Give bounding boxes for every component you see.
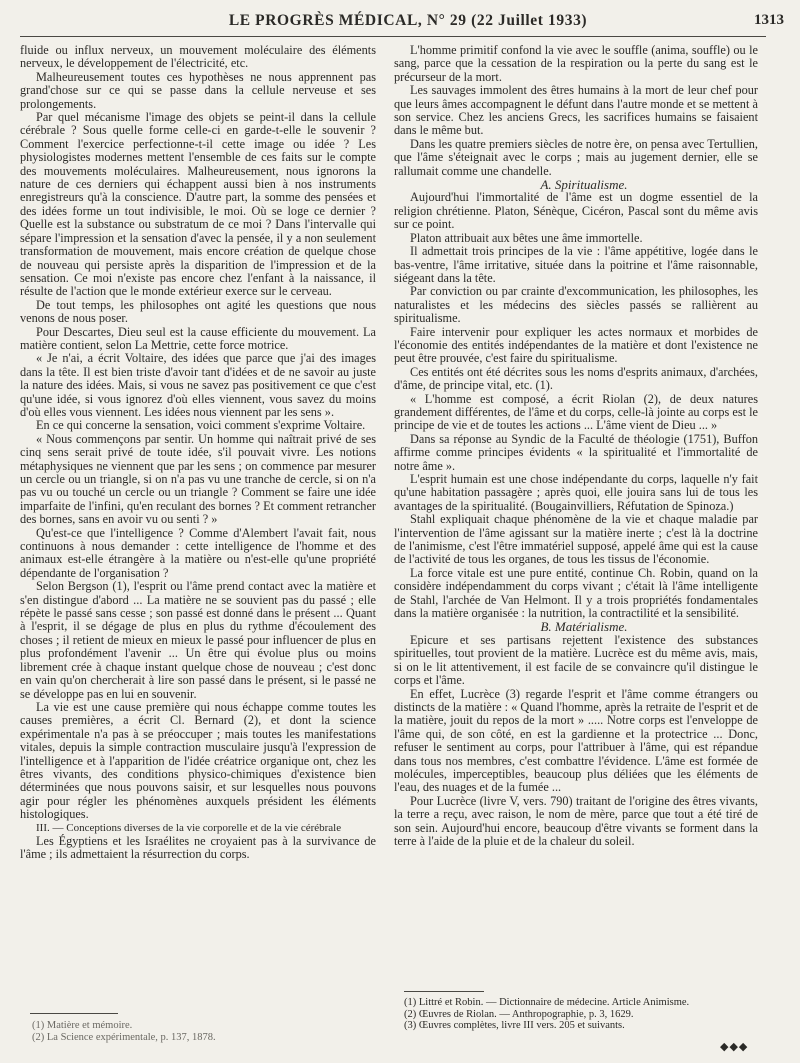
subsection-heading-spiritualisme: A. Spiritualisme. xyxy=(540,177,628,193)
paragraph: Epicure et ses partisans rejettent l'existence des substances spirituelles, tout provient de la matière. Lucrèce est du même avis, mais, si on le lit attentivement, il est facile de se convaincre qu'il distingue le corps et l'âme. xyxy=(394,632,758,688)
paragraph: Platon attribuait aux bêtes une âme immortelle. xyxy=(410,230,643,245)
right-column xyxy=(394,44,758,848)
header-rule xyxy=(20,36,766,37)
section-heading: III. — Conceptions diverses de la vie corporelle et de la vie cérébrale xyxy=(36,821,342,834)
paragraph: La force vitale est une pure entité, continue Ch. Robin, quand on la considère indépendamment du corps vivant ; c'était là l'âme intelligente de Stahl, l'archée de Van Helmont. Il y a trois propriétés fondamentales dans la matière organisée : la nutrition, la contractilité et la sensibilité. xyxy=(394,565,758,621)
paragraph: La vie est une cause première qui nous échappe comme toutes les causes premières, a écrit Cl. Bernard (2), et dont la science expérimentale n'a pas à se préoccuper ; mais toutes les manifestations vitales, depuis la simple contraction musculaire jusqu'à l'expression de l'intelligence et à l'apparition de l'idée créatrice organique ont, chez les êtres vivants, des conditions physico-chimiques d'existence bien déterminées que nous pouvons saisir, et sur lesquelles nous pouvons agir pour régler les phénomènes auxquels président les éléments histologiques. xyxy=(20,699,376,822)
paragraph: Il admettait trois principes de la vie : l'âme appétitive, logée dans le bas-ventre, l'âme irritative, située dans la poitrine et l'âme raisonnable, siégeant dans la tête. xyxy=(394,244,758,285)
paragraph: Selon Bergson (1), l'esprit ou l'âme prend contact avec la matière et s'en distingue d'abord ... La matière ne se souvient pas du passé ; elle répète le passé sans cesse ; son passé est donné dans le présent ... Quant à l'esprit, il se dégage de plus en plus du rythme d'écoulement des choses ; il retient de mieux en mieux le passé pour influencer de plus en plus profondément l'avenir ... Un être qui évolue plus ou moins librement crée à chaque instant quelque chose de nouveau ; c'est donc en vain qu'on chercherait à lire son passé dans le présent, si le passé ne se développe pas en lui en souvenir. xyxy=(20,579,376,701)
page-number: 1313 xyxy=(754,12,784,28)
paragraph: Faire intervenir pour expliquer les actes normaux et morbides de l'économie des entités indépendantes de la matière et dont l'existence ne peut être prouvée, c'est faire du spiritualisme. xyxy=(394,324,758,366)
paragraph: Dans les quatre premiers siècles de notre ère, on pensa avec Tertullien, que l'âme s'éteignait avec le corps ; mais au jugement dernier, elle se rallumait comme une chandelle. xyxy=(394,136,758,178)
footnotes-left xyxy=(32,1020,362,1043)
paragraph: Ces entités ont été décrites sous les noms d'esprits animaux, d'archées, d'âme, de principe vital, etc. (1). xyxy=(394,364,758,393)
footnote: (3) Œuvres complètes, livre III vers. 205 et suivants. xyxy=(404,1020,625,1032)
subsection-heading-materialisme: B. Matérialisme. xyxy=(540,619,628,635)
footnote-separator-right xyxy=(404,991,484,992)
end-ornament: ◆◆◆ xyxy=(720,1041,749,1053)
paragraph: L'esprit humain est une chose indépendante du corps, laquelle n'y fait qu'une habitation passagère ; après quoi, elle jouira sans lui de tous les avantages de la spiritualité. (Bougainvilliers, Réfutation de Spinoza.) xyxy=(394,472,758,513)
paragraph: Malheureusement toutes ces hypothèses ne nous apprennent pas grand'chose sur ce qui se passe dans la cellule nerveuse et ses prolongements. xyxy=(20,69,376,111)
left-column xyxy=(20,44,376,861)
journal-title: LE PROGRÈS MÉDICAL, N° 29 (22 Juillet 1933) xyxy=(228,12,588,29)
quote-paragraph: « L'homme est composé, a écrit Riolan (2), de deux natures grandement différentes, de l'âme et du corps, celle-là jointe au corps est le principe de vie et de toutes les actions ... L'âme vient de Dieu ... » xyxy=(394,391,758,433)
paragraph: Les Égyptiens et les Israélites ne croyaient pas à la survivance de l'âme ; ils admettaient la résurrection du corps. xyxy=(20,833,376,861)
footnote: (1) Matière et mémoire. xyxy=(32,1020,133,1031)
paragraph: Aujourd'hui l'immortalité de l'âme est un dogme essentiel de la religion chrétienne. Platon, Sénèque, Cicéron, Pascal sont du même avis sur ce point. xyxy=(394,190,758,232)
paragraph: Qu'est-ce que l'intelligence ? Comme d'Alembert l'avait fait, nous continuons à nous demander : cette intelligence de l'homme et des animaux est-elle étrangère à la matière ou n'est-elle qu'une propriété dépendante de l'organisation ? xyxy=(20,525,376,580)
footnote: (1) Littré et Robin. — Dictionnaire de médecine. Article Animisme. xyxy=(404,997,690,1008)
page-header xyxy=(32,12,784,34)
paragraph: Par conviction ou par crainte d'excommunication, les philosophes, les naturalistes et les médecins des siècles passés se rallièrent au spiritualisme. xyxy=(394,284,758,326)
footnotes-right xyxy=(404,997,764,1032)
paragraph: De tout temps, les philosophes ont agité les questions que nous venons de nous poser. xyxy=(20,297,376,326)
quote-paragraph: « Nous commençons par sentir. Un homme qui naîtrait privé de ses cinq sens serait privé de toute idée, s'il pouvait vivre. Les notions métaphysiques ne viennent que par les sens ; on commence par mesurer un cercle ou un triangle, si on n'a pas vu une tranche de cercle, si on n'a pas vu ou touché un cercle ou un triangle ? Comment se faire une idée imparfaite de l'infini, qu'en reculant des bornes ? Et comment retrancher des bornes, sans en avoir vu ou senti ? » xyxy=(20,431,376,527)
footnote-separator-left xyxy=(30,1013,118,1014)
paragraph: Pour Descartes, Dieu seul est la cause efficiente du mouvement. La matière contient, selon La Mettrie, cette force motrice. xyxy=(20,324,376,352)
paragraph: Dans sa réponse au Syndic de la Faculté de théologie (1751), Buffon affirme comme principes évidents « la spiritualité et l'immortalité de notre âme ». xyxy=(394,431,758,473)
paragraph: En ce qui concerne la sensation, voici comment s'exprime Voltaire. xyxy=(36,418,366,433)
footnote: (2) La Science expérimentale, p. 137, 1878. xyxy=(32,1031,216,1043)
paragraph: fluide ou influx nerveux, un mouvement moléculaire des éléments nerveux, le développement de l'électricité, etc. xyxy=(20,43,376,71)
paragraph: Pour Lucrèce (livre V, vers. 790) traitant de l'origine des êtres vivants, la terre a reçu, avec raison, le nom de mère, parce que tout a été tiré de son sein. Aujourd'hui encore, beaucoup d'être vivants se forment dans la terre à l'aide de la pluie et de la chaleur du soleil. xyxy=(394,793,758,848)
paragraph: Par quel mécanisme l'image des objets se peint-il dans la cellule cérébrale ? Sous quelle forme celle-ci en garde-t-elle le souvenir ? Comment l'exercice perfectionne-t-il cette image ou idée ? Les physiologistes modernes mettent l'ensemble de ces faits sur le compte des mouvements moléculaires. Malheureusement, nous ignorons la nature de ces derniers qui échappent aussi bien à nos instruments enregistreurs qu'à la conscience. D'autre part, la somme des pensées et des idées forme un tout indivisible, le moi. Où se loge ce dernier ? Quelle est la substance ou substratum de ce moi ? Dans l'intervalle qui sépare l'impression et la sensation d'avec la pensée, il y a non seulement transformation de mouvement, mais encore création de quelque chose de nouveau qui persiste après la disparition de l'impression et de la sensation. Ce moi n'existe pas encore chez l'enfant à la naissance, il résulte de l'action que le monde extérieur exerce sur le cerveau. xyxy=(20,110,376,299)
paragraph: En effet, Lucrèce (3) regarde l'esprit et l'âme comme étrangers ou distincts de la matière : « Quand l'homme, après la retraite de l'esprit et de la matière, jouit du repos de la mort » ..... Notre corps est l'enveloppe de l'âme qui, de son côté, en est la gardienne et la protectrice ... Donc, refuser le sentiment au corps, pour l'attribuer à l'âme, qui est répandue dans tous nos membres, c'est combattre l'évidence. L'âme est formée de molécules, imperceptibles, beaucoup plus déliées que les éléments de l'eau, des nuages et de la fumée ... xyxy=(394,686,758,795)
paragraph: L'homme primitif confond la vie avec le souffle (anima, souffle) ou le sang, parce que la cessation de la respiration ou la perte du sang est le précurseur de la mort. xyxy=(394,43,758,84)
quote-paragraph: « Je n'ai, a écrit Voltaire, des idées que parce que j'ai des images dans la tête. Il est bien triste d'avoir tant d'idées et de ne savoir au juste la nature des idées. Mais, si vous ne savez pas positivement ce que c'est qu'une idée, si vous ignorez d'où elles viennent, vous savez du moins d'où elles vous viennent. Les idées nous viennent par les sens ». xyxy=(20,351,376,419)
paragraph: Les sauvages immolent des êtres humains à la mort de leur chef pour que leurs âmes accompagnent le défunt dans l'autre monde et se mettent à son service. Chez les anciens Grecs, les sacrifices humains se faisaient dans le même but. xyxy=(394,83,758,138)
footnote: (2) Œuvres de Riolan. — Anthropographie, p. 3, 1629. xyxy=(404,1008,634,1020)
paragraph: Stahl expliquait chaque phénomène de la vie et chaque maladie par l'intervention de l'âme agissant sur la matière inerte ; c'est là la doctrine de l'animisme, c'est l'être immatériel supposé, appelé âme qui est la cause de l'activité de tous les organes, de tous les tissus de l'économie. xyxy=(394,512,758,567)
